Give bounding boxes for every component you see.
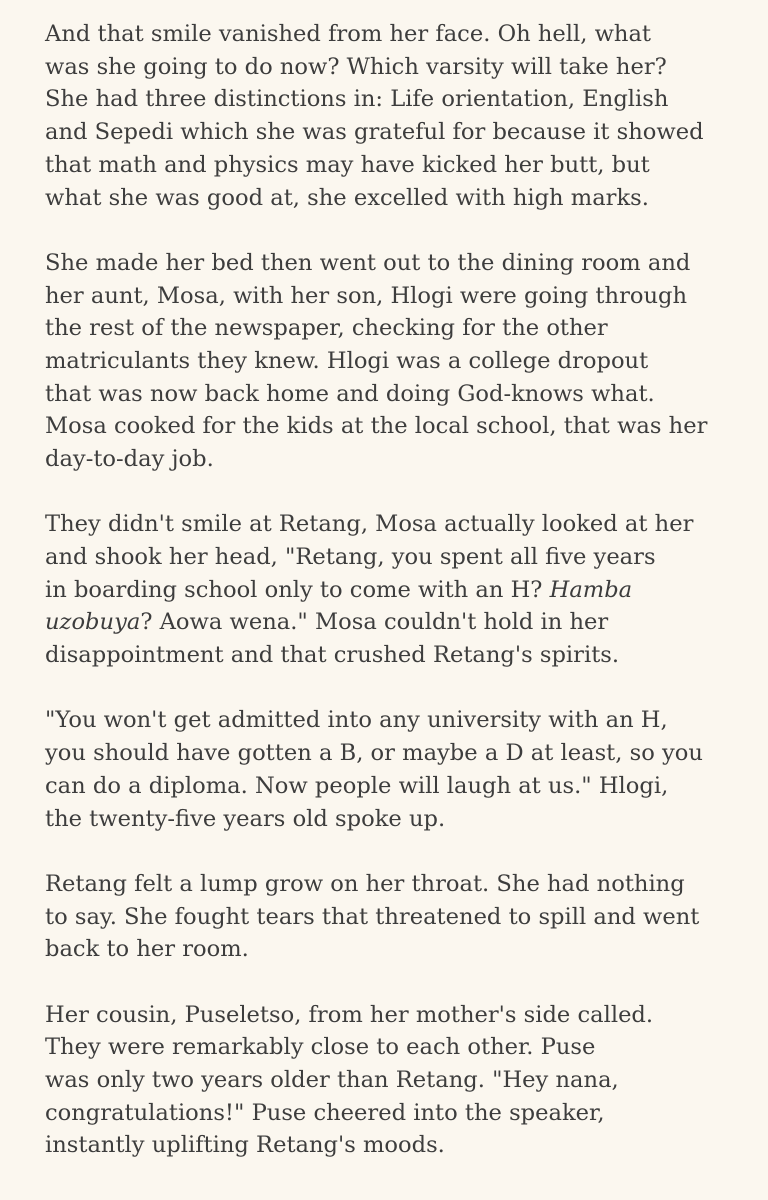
text-line: to say. She fought tears that threatened to spill and went — [45, 903, 700, 930]
text-line: and shook her head, "Retang, you spent all five years — [45, 544, 656, 571]
text-line: that math and physics may have kicked her butt, but — [45, 151, 650, 178]
text-line: and Sepedi which she was grateful for because it showed — [45, 119, 704, 146]
text-line: instantly uplifting Retang's moods. — [45, 1132, 445, 1159]
text-line: She made her bed then went out to the dining room and — [45, 249, 691, 276]
italic-phrase: Hamba — [549, 576, 633, 603]
text-line: Mosa cooked for the kids at the local school, that was her — [45, 413, 708, 440]
text-line: She had three distinctions in: Life orientation, English — [45, 86, 669, 113]
text-line: the twenty-five years old spoke up. — [45, 805, 446, 832]
italic-phrase: uzobuya — [45, 609, 141, 636]
text-line — [45, 574, 734, 607]
text-line: the rest of the newspaper, checking for the other — [45, 315, 608, 342]
text-line: disappointment and that crushed Retang's spirits. — [45, 642, 620, 669]
text-line: what she was good at, she excelled with high marks. — [45, 184, 649, 211]
text-line: And that smile vanished from her face. Oh hell, what — [45, 21, 652, 47]
paragraph-5 — [45, 868, 734, 966]
text-line: day-to-day job. — [45, 446, 214, 473]
text-line: They didn't smile at Retang, Mosa actually looked at her — [45, 511, 694, 538]
text-line: Retang felt a lump grow on her throat. She had nothing — [45, 870, 685, 897]
text-line: was only two years older than Retang. "Hey nana, — [45, 1066, 619, 1093]
text-segment: in boarding school only to come with an H? — [45, 576, 543, 603]
text-line: you should have gotten a B, or maybe a D at least, so you — [45, 740, 703, 767]
text-segment: ? Aowa wena." Mosa couldn't hold in her — [140, 609, 609, 636]
paragraph-6 — [45, 999, 734, 1163]
text-line: her aunt, Mosa, with her son, Hlogi were going through — [45, 282, 688, 309]
paragraph-1 — [45, 18, 734, 214]
text-line: can do a diploma. Now people will laugh at us." Hlogi, — [45, 772, 669, 799]
paragraph-3 — [45, 508, 734, 672]
text-line: They were remarkably close to each other. Puse — [45, 1034, 596, 1061]
text-line: Her cousin, Puseletso, from her mother's side called. — [45, 1001, 654, 1028]
text-line: "You won't get admitted into any university with an H, — [45, 707, 668, 734]
text-line — [45, 606, 734, 639]
text-line: that was now back home and doing God-knows what. — [45, 380, 655, 407]
paragraph-2 — [45, 247, 734, 476]
paragraph-4 — [45, 704, 734, 835]
text-line: matriculants they knew. Hlogi was a college dropout — [45, 347, 649, 374]
text-line: back to her room. — [45, 936, 249, 963]
text-line: congratulations!" Puse cheered into the speaker, — [45, 1099, 605, 1126]
text-line: was she going to do now? Which varsity will take her? — [45, 53, 667, 80]
